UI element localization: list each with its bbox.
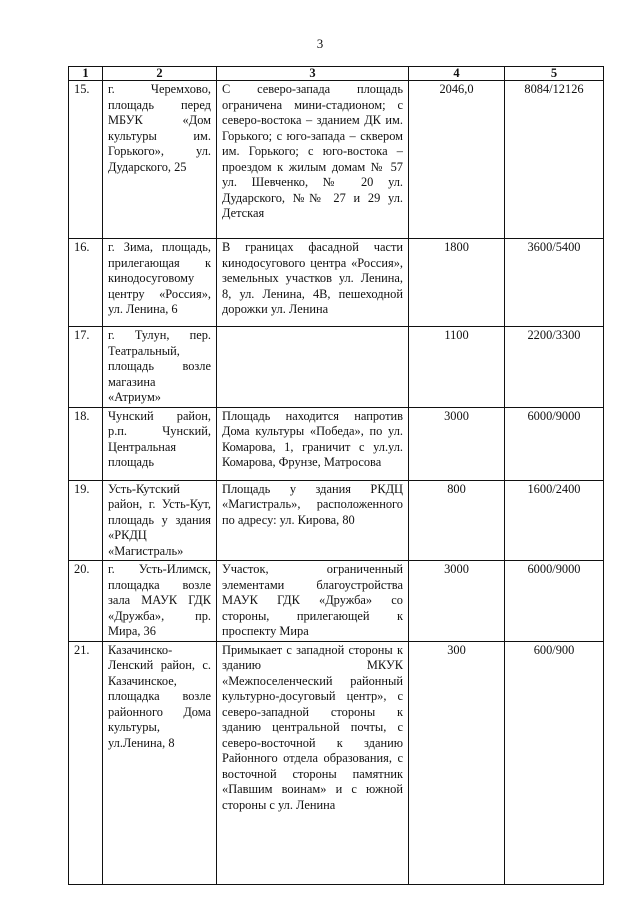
venue-location: Казачинско-Ленский район, с. Казачинское, площадка возле районного Дома культуры, ул.Ленина, 8 — [103, 641, 217, 884]
venue-area: 800 — [409, 480, 505, 561]
venue-area: 1100 — [409, 327, 505, 408]
venues-table — [68, 66, 604, 885]
venue-area: 3000 — [409, 407, 505, 480]
row-number: 17. — [69, 327, 103, 408]
column-header: 3 — [217, 67, 409, 81]
row-number: 20. — [69, 561, 103, 642]
venue-location: г. Черемхово, площадь перед МБУК «Дом культуры им. Горького», ул. Дударского, 25 — [103, 81, 217, 239]
venue-capacity: 600/900 — [505, 641, 604, 884]
table-header-row — [69, 67, 604, 81]
venue-capacity: 3600/5400 — [505, 239, 604, 327]
venue-capacity: 8084/12126 — [505, 81, 604, 239]
column-header: 4 — [409, 67, 505, 81]
table-row — [69, 327, 604, 408]
table-row — [69, 407, 604, 480]
row-number: 16. — [69, 239, 103, 327]
column-header: 1 — [69, 67, 103, 81]
table-row — [69, 81, 604, 239]
venue-area: 300 — [409, 641, 505, 884]
table-row — [69, 561, 604, 642]
venue-area: 3000 — [409, 561, 505, 642]
page-number: 3 — [316, 36, 324, 51]
venue-capacity: 2200/3300 — [505, 327, 604, 408]
table-row — [69, 641, 604, 884]
venue-location: Чунский район, р.п. Чунский, Центральная площадь — [103, 407, 217, 480]
venue-boundaries: Примыкает с западной стороны к зданию МКУК «Межпоселенческий районный культурно-досуговый центр», с северо-западной стороны к зданию центральной почты, с северо-восточной к зданию Районного отдела образования, с восточной стороны памятник «Павшим воинам» и с южной стороны с ул. Ленина — [217, 641, 409, 884]
table-row — [69, 480, 604, 561]
venue-boundaries: Площадь находится напротив Дома культуры «Победа», по ул. Комарова, 1, граничит с ул.ул. Комарова, Фрунзе, Матросова — [217, 407, 409, 480]
venue-capacity: 6000/9000 — [505, 407, 604, 480]
venue-area: 2046,0 — [409, 81, 505, 239]
venue-boundaries: В границах фасадной части кинодосугового центра «Россия», земельных участков ул. Ленина, 8, ул. Ленина, 4В, пешеходной дорожки ул. Ленина — [217, 239, 409, 327]
table-row — [69, 239, 604, 327]
column-header: 5 — [505, 67, 604, 81]
venue-boundaries: Участок, ограниченный элементами благоустройства МАУК ГДК «Дружба» со стороны, прилегающей к проспекту Мира — [217, 561, 409, 642]
venue-location: г. Тулун, пер. Театральный, площадь возле магазина «Атриум» — [103, 327, 217, 408]
venue-location: г. Зима, площадь, прилегающая к кинодосуговому центру «Россия», ул. Ленина, 6 — [103, 239, 217, 327]
venue-area: 1800 — [409, 239, 505, 327]
venue-location: Усть-Кутский район, г. Усть-Кут, площадь у здания «РКДЦ «Магистраль» — [103, 480, 217, 561]
row-number: 21. — [69, 641, 103, 884]
venue-location: г. Усть-Илимск, площадка возле зала МАУК ГДК «Дружба», пр. Мира, 36 — [103, 561, 217, 642]
row-number: 19. — [69, 480, 103, 561]
row-number: 18. — [69, 407, 103, 480]
column-header: 2 — [103, 67, 217, 81]
venue-boundaries: Площадь у здания РКДЦ «Магистраль», расположенного по адресу: ул. Кирова, 80 — [217, 480, 409, 561]
row-number: 15. — [69, 81, 103, 239]
venue-boundaries — [217, 327, 409, 408]
venue-capacity: 6000/9000 — [505, 561, 604, 642]
venue-capacity: 1600/2400 — [505, 480, 604, 561]
venue-boundaries: С северо-запада площадь ограничена мини-стадионом; с северо-востока – зданием ДК им. Горького; с юго-запада – сквером им. Горького; с юго-востока – проездом к жилым домам № 57 ул. Шевченко, № 20 ул. Дударского, №№ 27 и 29 ул. Детская — [217, 81, 409, 239]
